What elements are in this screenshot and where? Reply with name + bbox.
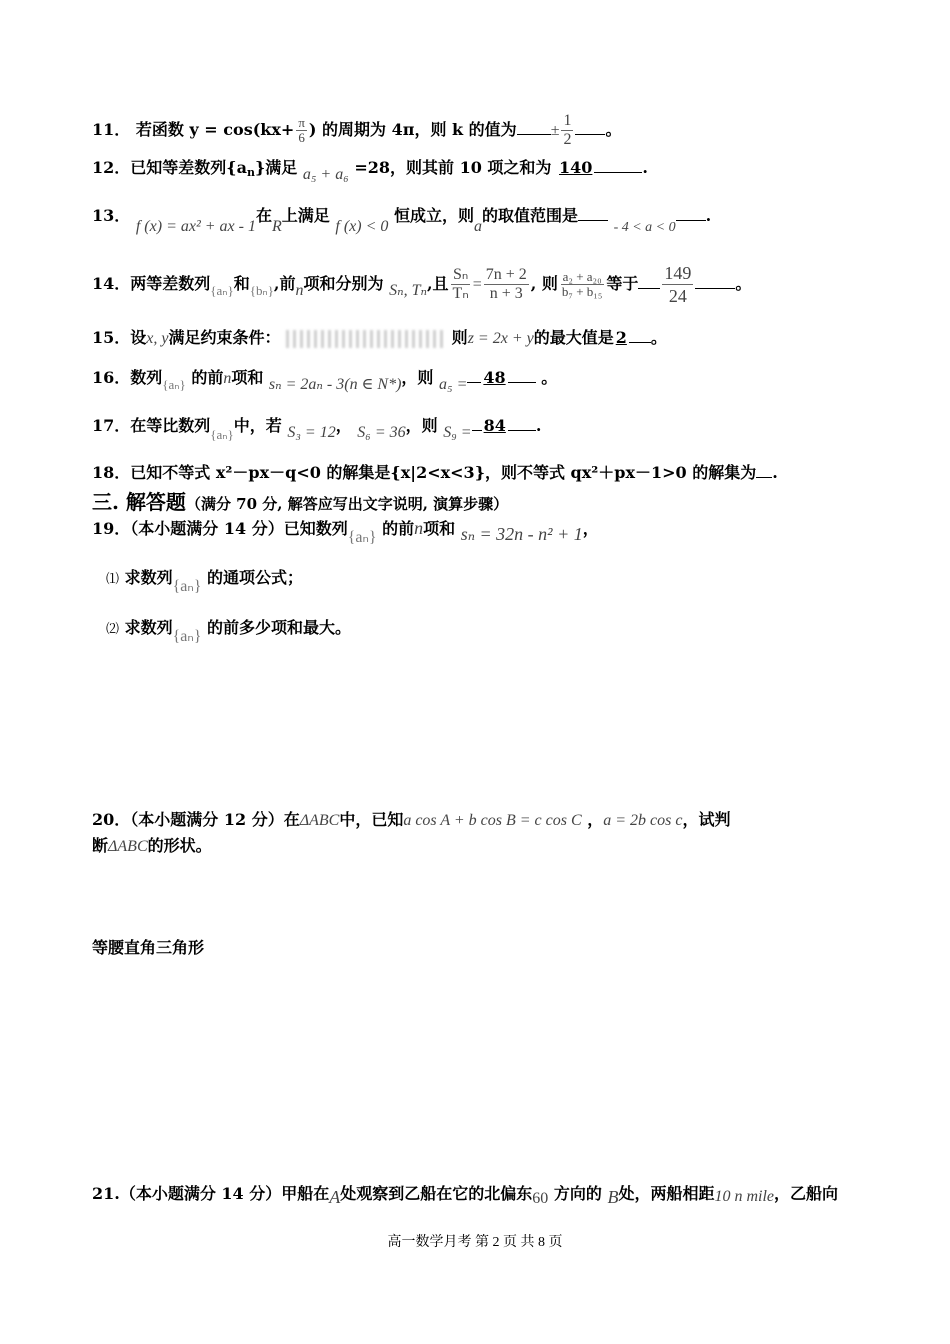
page-footer: 高一数学月考 第 2 页 共 8 页 [387,1235,563,1250]
answer: 140 [559,158,593,177]
question-number: 11． [92,120,131,139]
answer: 84 [483,416,506,435]
question-15: 15．设x, y满足约束条件： 则z = 2x + y的最大值是 2 。 [92,328,667,347]
math-expression: a₅ + a₆ [302,166,349,183]
constraint-image [286,330,446,348]
ratio-fraction: $\frac{7n + 2}{n + 3}$ [485,266,527,302]
question-11: 11． 若函数 y = cos(kx+ $\frac{\pi}{6}$ ) 的周期为 4π，则 k 的值为 ± $\frac{1}{2}$ 。 [92,112,622,148]
question-number: 21. [92,1184,120,1203]
question-number: 15． [92,328,131,347]
question-number: 14． [92,274,131,293]
a-over-b-fraction: $\frac{\text{a₂ + a₂₀}}{\text{b₇ + b₁₅}}$ [561,269,603,299]
question-20: 20．（本小题满分 12 分）在ΔABC中，已知a cos A + b cos B = c cos C ，a = 2b cos c，试判 [92,810,731,829]
question-number: 16． [92,368,131,387]
question-number: 19． [92,519,131,538]
answer: 48 [483,368,506,387]
s-over-t-fraction: $\frac{\text{Sₙ}}{\text{Tₙ}}$ [452,266,469,302]
question-14: 14．两等差数列$_{\{a_n\}}$和$_{\{b_n\}}$,前n项和分别为 Sₙ, Tₙ,且 $\frac{\text{Sₙ}}{\text{Tₙ}}$ = $\frac{7n + 2}{n + 3}$ , 则 $\frac{\text{a₂ + a₂₀}}{\text{b₇ + b₁₅}}$ 等于 $\frac{149}{24}$ 。 [92,263,752,306]
pi-over-6-fraction: $\frac{\pi}{6}$ [298,115,305,145]
question-18: 18．已知不等式 x²－px－q<0 的解集是{x|2<x<3}，则不等式 qx²＋px－1>0 的解集为 . [92,463,778,482]
question-number: 12． [92,158,131,177]
question-19-part-1: ⑴ 求数列{aₙ} 的通项公式； [106,568,304,595]
question-number: 13． [92,206,131,225]
question-13: 13． f (x) = ax² + ax - 1在R上满足 f (x) < 0 恒成立，则a的取值范围是 - 4 < a < 0. [92,206,712,235]
question-21: 21.（本小题满分 14 分）甲船在A处观察到乙船在它的北偏东60 方向的 B处，两船相距10 n mile，乙船向 [92,1184,839,1207]
question-19-part-2: ⑵ 求数列{aₙ} 的前多少项和最大。 [106,618,352,645]
answer-fraction: $\frac{149}{24}$ [664,263,692,306]
question-19: 19．（本小题满分 14 分）已知数列{aₙ} 的前n项和 sₙ = 32n - n² + 1， [92,518,599,546]
question-number: 17． [92,416,131,435]
question-12: 12．已知等差数列$\{a_n\}$满足 a₅ + a₆ =28，则其前 10 项之和为 140 . [92,158,648,183]
question-16: 16．数列$_{\{a_n\}}$ 的前n项和 sₙ = 2aₙ - 3(n ∈ N*)，则 a₅ = 48 。 [92,368,558,393]
answer: 2 [615,328,627,347]
question-17: 17．在等比数列$_{\{a_n\}}$中，若 S₃ = 12， S₆ = 36，则 S₉ = 84 . [92,416,542,442]
answer-pm: ± [550,122,560,139]
question-number: 18． [92,463,131,482]
question-20-answer: 等腰直角三角形 [92,938,205,957]
question-number: 20． [92,810,131,829]
answer: - 4 < a < 0 [613,220,676,235]
question-20-cont: 断ΔABC的形状。 [92,836,212,855]
section-heading: 三. 解答题（满分 70 分, 解答应写出文字说明, 演算步骤） [92,490,509,514]
answer-fraction: $\frac{1}{2}$ [563,112,572,148]
